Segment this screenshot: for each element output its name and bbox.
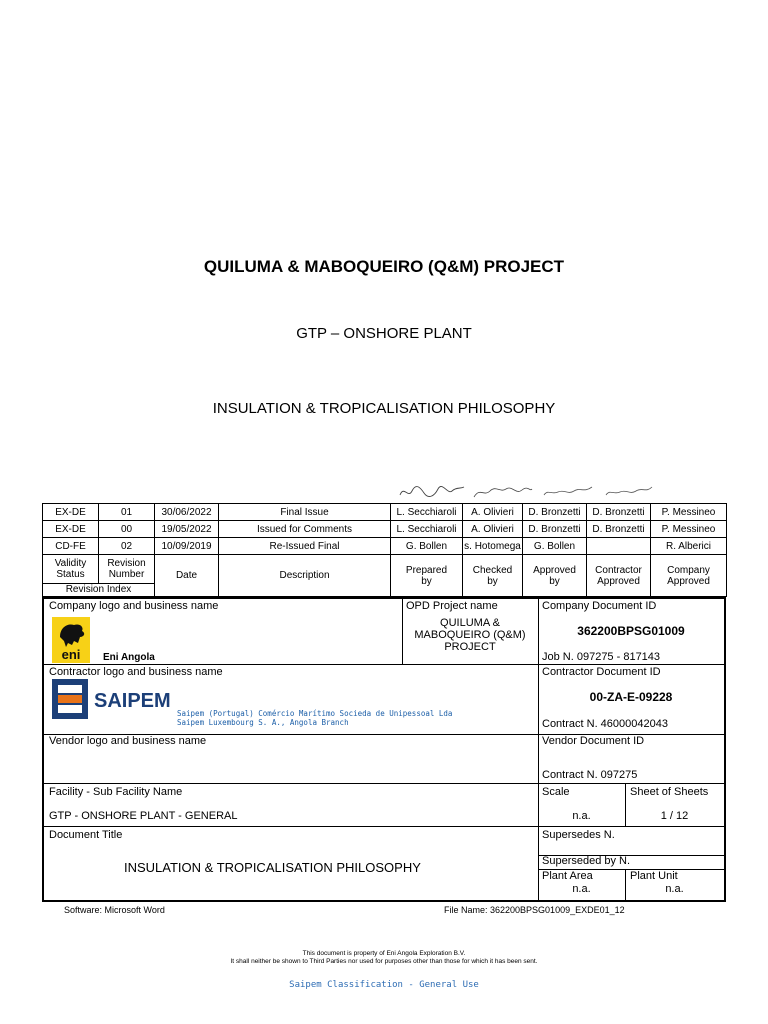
rev-date: 30/06/2022 <box>155 504 219 521</box>
contractor-doc-id: 00-ZA-E-09228 <box>589 690 673 704</box>
doc-title-value: INSULATION & TROPICALISATION PHILOSOPHY <box>124 860 421 875</box>
eni-logo <box>52 617 90 663</box>
revision-header-row <box>43 555 727 584</box>
revision-table <box>42 503 727 597</box>
rev-status: EX-DE <box>43 504 99 521</box>
company-logo-label: Company logo and business name <box>49 600 219 612</box>
rev-number: 02 <box>99 538 155 555</box>
vendor-logo-label: Vendor logo and business name <box>49 735 207 747</box>
contractor-logo-label: Contractor logo and business name <box>49 666 223 678</box>
job-number: Job N. 097275 - 817143 <box>542 651 661 663</box>
vendor-doc-label: Vendor Document ID <box>542 735 645 747</box>
revision-row <box>43 521 727 538</box>
classification-label: Saipem Classification - General Use <box>289 980 479 990</box>
facility-label: Facility - Sub Facility Name <box>49 786 183 798</box>
vendor-contract-number: Contract N. 097275 <box>542 769 638 781</box>
file-name: File Name: 362200BPSG01009_EXDE01_12 <box>444 905 625 915</box>
project-title: QUILUMA & MABOQUEIRO (Q&M) PROJECT <box>203 257 565 276</box>
plant-area-value: n.a. <box>572 883 591 895</box>
opd-project-name: QUILUMA & MABOQUEIRO (Q&M) PROJECT <box>414 617 526 653</box>
rev-prepared: G. Bollen <box>391 538 463 555</box>
company-name: Eni Angola <box>103 652 155 663</box>
signature-prepared <box>398 483 466 501</box>
rev-company: P. Messineo <box>651 521 727 538</box>
divider <box>44 664 724 665</box>
rev-approved: D. Bronzetti <box>523 521 587 538</box>
svg-text:SAIPEM: SAIPEM <box>94 690 171 712</box>
scale-label: Scale <box>542 786 570 798</box>
rev-number: 01 <box>99 504 155 521</box>
document-title: INSULATION & TROPICALISATION PHILOSOPHY <box>212 400 556 417</box>
header-revision-number: Revision Number <box>99 555 155 584</box>
document-info-box <box>42 597 726 902</box>
plant-unit-label: Plant Unit <box>630 870 678 882</box>
software-note: Software: Microsoft Word <box>64 905 165 915</box>
rev-status: CD-FE <box>43 538 99 555</box>
signature-contractor <box>604 483 654 501</box>
contract-number: Contract N. 46000042043 <box>542 718 668 730</box>
rev-contractor: D. Bronzetti <box>587 521 651 538</box>
header-checked: Checked by <box>463 555 523 597</box>
supersedes-label: Supersedes N. <box>542 829 615 841</box>
rev-checked: s. Hotomega <box>463 538 523 555</box>
scale-value: n.a. <box>572 810 591 822</box>
header-prepared: Prepared by <box>391 555 463 597</box>
company-doc-id: 362200BPSG01009 <box>577 624 685 638</box>
rev-prepared: L. Secchiaroli <box>391 521 463 538</box>
divider <box>44 826 724 827</box>
rev-company: P. Messineo <box>651 504 727 521</box>
property-restriction: It shall neither be shown to Third Parties nor used for purposes other than those for which it has been sent. <box>230 958 538 965</box>
divider <box>44 783 724 784</box>
rev-number: 00 <box>99 521 155 538</box>
plant-unit-value: n.a. <box>665 883 684 895</box>
superseded-by-label: Superseded by N. <box>542 855 631 867</box>
header-date: Date <box>155 555 219 597</box>
signature-checked <box>472 483 534 501</box>
svg-text:eni: eni <box>61 647 81 662</box>
opd-project-label: OPD Project name <box>406 600 498 612</box>
header-company-approved: Company Approved <box>651 555 727 597</box>
sheet-value: 1 / 12 <box>660 810 689 822</box>
rev-description: Final Issue <box>219 504 391 521</box>
saipem-entities: Saipem (Portugal) Comércio Marítimo Socieda de Unipessoal Lda Saipem Luxembourg S. A., Angola Branch <box>177 709 453 727</box>
rev-approved: G. Bollen <box>523 538 587 555</box>
plant-area-label: Plant Area <box>542 870 593 882</box>
rev-date: 19/05/2022 <box>155 521 219 538</box>
rev-checked: A. Olivieri <box>463 521 523 538</box>
header-description: Description <box>219 555 391 597</box>
rev-prepared: L. Secchiaroli <box>391 504 463 521</box>
rev-contractor: D. Bronzetti <box>587 504 651 521</box>
company-doc-label: Company Document ID <box>542 600 657 612</box>
header-validity-status: Validity Status <box>43 555 99 584</box>
doc-title-label: Document Title <box>49 829 123 841</box>
rev-checked: A. Olivieri <box>463 504 523 521</box>
sheet-label: Sheet of Sheets <box>630 786 709 798</box>
plant-title: GTP – ONSHORE PLANT <box>296 325 472 342</box>
header-revision-index: Revision Index <box>43 584 155 597</box>
header-approved: Approved by <box>523 555 587 597</box>
header-contractor-approved: Contractor Approved <box>587 555 651 597</box>
facility-value: GTP - ONSHORE PLANT - GENERAL <box>49 810 238 822</box>
signature-approved <box>542 483 594 501</box>
divider <box>538 599 539 900</box>
rev-date: 10/09/2019 <box>155 538 219 555</box>
revision-row <box>43 504 727 521</box>
rev-status: EX-DE <box>43 521 99 538</box>
contractor-doc-label: Contractor Document ID <box>542 666 661 678</box>
rev-description: Re-Issued Final <box>219 538 391 555</box>
saipem-logo <box>52 679 182 722</box>
rev-company: R. Alberici <box>651 538 727 555</box>
rev-description: Issued for Comments <box>219 521 391 538</box>
revision-row <box>43 538 727 555</box>
rev-approved: D. Bronzetti <box>523 504 587 521</box>
rev-contractor <box>587 538 651 555</box>
property-notice: This document is property of Eni Angola Exploration B.V. <box>302 950 466 957</box>
